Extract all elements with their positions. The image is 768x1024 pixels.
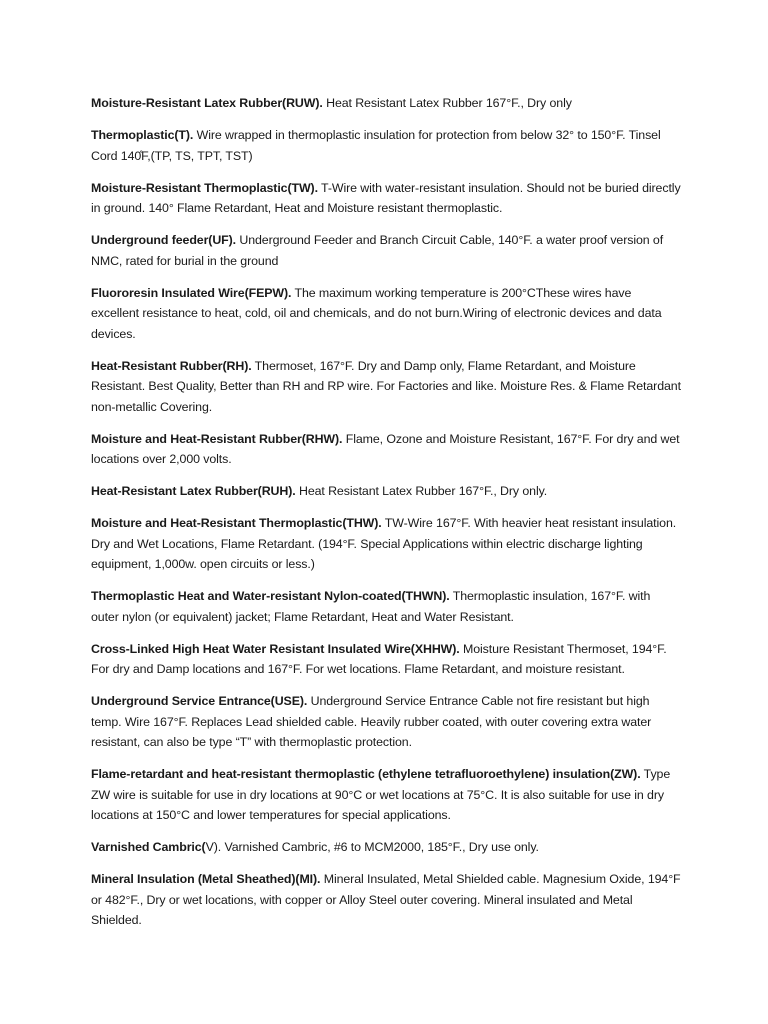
entry-term: Underground feeder(UF). — [91, 233, 237, 247]
entry-term: Heat-Resistant Latex Rubber(RUH). — [91, 484, 296, 498]
entry-description: Thermoset, 167°F. Dry and Damp only, Flame Retardant, and Moisture Resistant. Best Quality, Better than RH and RP wire. For Factories and like. Moisture Res. & Flame Retardant non-metallic Covering. — [91, 358, 681, 414]
entry-uf — [91, 230, 681, 271]
entry-term: Cross-Linked High Heat Water Resistant Insulated Wire(XHHW). — [91, 641, 460, 656]
entry-description: Flame, Ozone and Moisture Resistant, 167°F. For dry and wet locations over 2,000 volts. — [91, 431, 680, 466]
entry-term: Moisture and Heat-Resistant Rubber(RHW). — [91, 431, 343, 446]
entry-zw — [91, 764, 681, 826]
entry-term: Moisture and Heat-Resistant Thermoplastic(THW). — [91, 516, 382, 530]
entry-term: Flame-retardant and heat-resistant thermoplastic (ethylene tetrafluoroethylene) insulation(ZW). — [91, 767, 641, 781]
entry-rh — [91, 356, 681, 418]
entry-description: Type ZW wire is suitable for use in dry locations at 90°C or wet locations at 75°C. It is also suitable for use in dry locations at 150°C and lower temperatures for special applications. — [91, 767, 671, 822]
entry-v — [91, 837, 681, 858]
entry-description: Wire wrapped in thermoplastic insulation for protection from below 32° to 150°F. Tinsel Cord 140̊F,(TP, TS, TPT, TST) — [91, 128, 661, 163]
entry-ruw — [91, 93, 681, 114]
entry-thw — [91, 513, 681, 575]
entry-description: Underground Service Entrance Cable not fire resistant but high temp. Wire 167°F. Replaces Lead shielded cable. Heavily rubber coated, with outer covering extra water resistant, can also be type “T” with thermoplastic protection. — [91, 694, 652, 749]
entry-rhw — [91, 429, 681, 470]
entry-description: Moisture Resistant Thermoset, 194°F. For dry and Damp locations and 167°F. For wet locations. Flame Retardant, and moisture resistant. — [91, 641, 667, 676]
entry-t — [91, 125, 681, 166]
entry-description: Mineral Insulated, Metal Shielded cable. Magnesium Oxide, 194°F or 482°F., Dry or wet locations, with copper or Alloy Steel outer covering. Mineral insulated and Metal Shielded. — [91, 872, 681, 927]
entry-ruh — [91, 481, 681, 502]
entry-tw — [91, 178, 681, 219]
entry-term: Thermoplastic Heat and Water-resistant Nylon-coated(THWN). — [91, 589, 450, 603]
entry-use — [91, 691, 681, 753]
entry-term: Thermoplastic(T). — [91, 128, 194, 142]
entry-mi — [91, 869, 681, 931]
entry-description: TW-Wire 167°F. With heavier heat resistant insulation. Dry and Wet Locations, Flame Retardant. (194°F. Special Applications within electric discharge lighting equipment, 1,000w. open circuits or less.) — [91, 516, 677, 571]
entry-term: Varnished Cambric( — [91, 840, 206, 854]
entry-term: Underground Service Entrance(USE). — [91, 694, 308, 708]
entry-description: Underground Feeder and Branch Circuit Cable, 140°F. a water proof version of NMC, rated for burial in the ground — [91, 233, 664, 268]
entry-description: V). Varnished Cambric, #6 to MCM2000, 185°F., Dry use only. — [205, 840, 539, 854]
entry-description: The maximum working temperature is 200°CThese wires have excellent resistance to heat, cold, oil and chemicals, and do not burn.Wiring of electronic devices and data devices. — [91, 285, 662, 341]
entry-term: Heat-Resistant Rubber(RH). — [91, 358, 252, 373]
wire-types-list — [91, 93, 681, 942]
entry-term: Mineral Insulation (Metal Sheathed)(MI). — [91, 872, 321, 886]
entry-thwn — [91, 586, 681, 627]
entry-xhhw — [91, 639, 681, 680]
entry-fepw — [91, 283, 681, 345]
entry-description: T-Wire with water-resistant insulation. Should not be buried directly in ground. 140° Flame Retardant, Heat and Moisture resistant thermoplastic. — [91, 180, 681, 215]
entry-term: Moisture-Resistant Latex Rubber(RUW). — [91, 96, 323, 110]
entry-description: Heat Resistant Latex Rubber 167°F., Dry only. — [295, 484, 548, 498]
entry-description: Heat Resistant Latex Rubber 167°F., Dry only — [322, 96, 572, 110]
entry-term: Moisture-Resistant Thermoplastic(TW). — [91, 180, 318, 195]
entry-term: Fluororesin Insulated Wire(FEPW). — [91, 285, 292, 300]
entry-description: Thermoplastic insulation, 167°F. with outer nylon (or equivalent) jacket; Flame Retardant, Heat and Water Resistant. — [91, 589, 651, 624]
